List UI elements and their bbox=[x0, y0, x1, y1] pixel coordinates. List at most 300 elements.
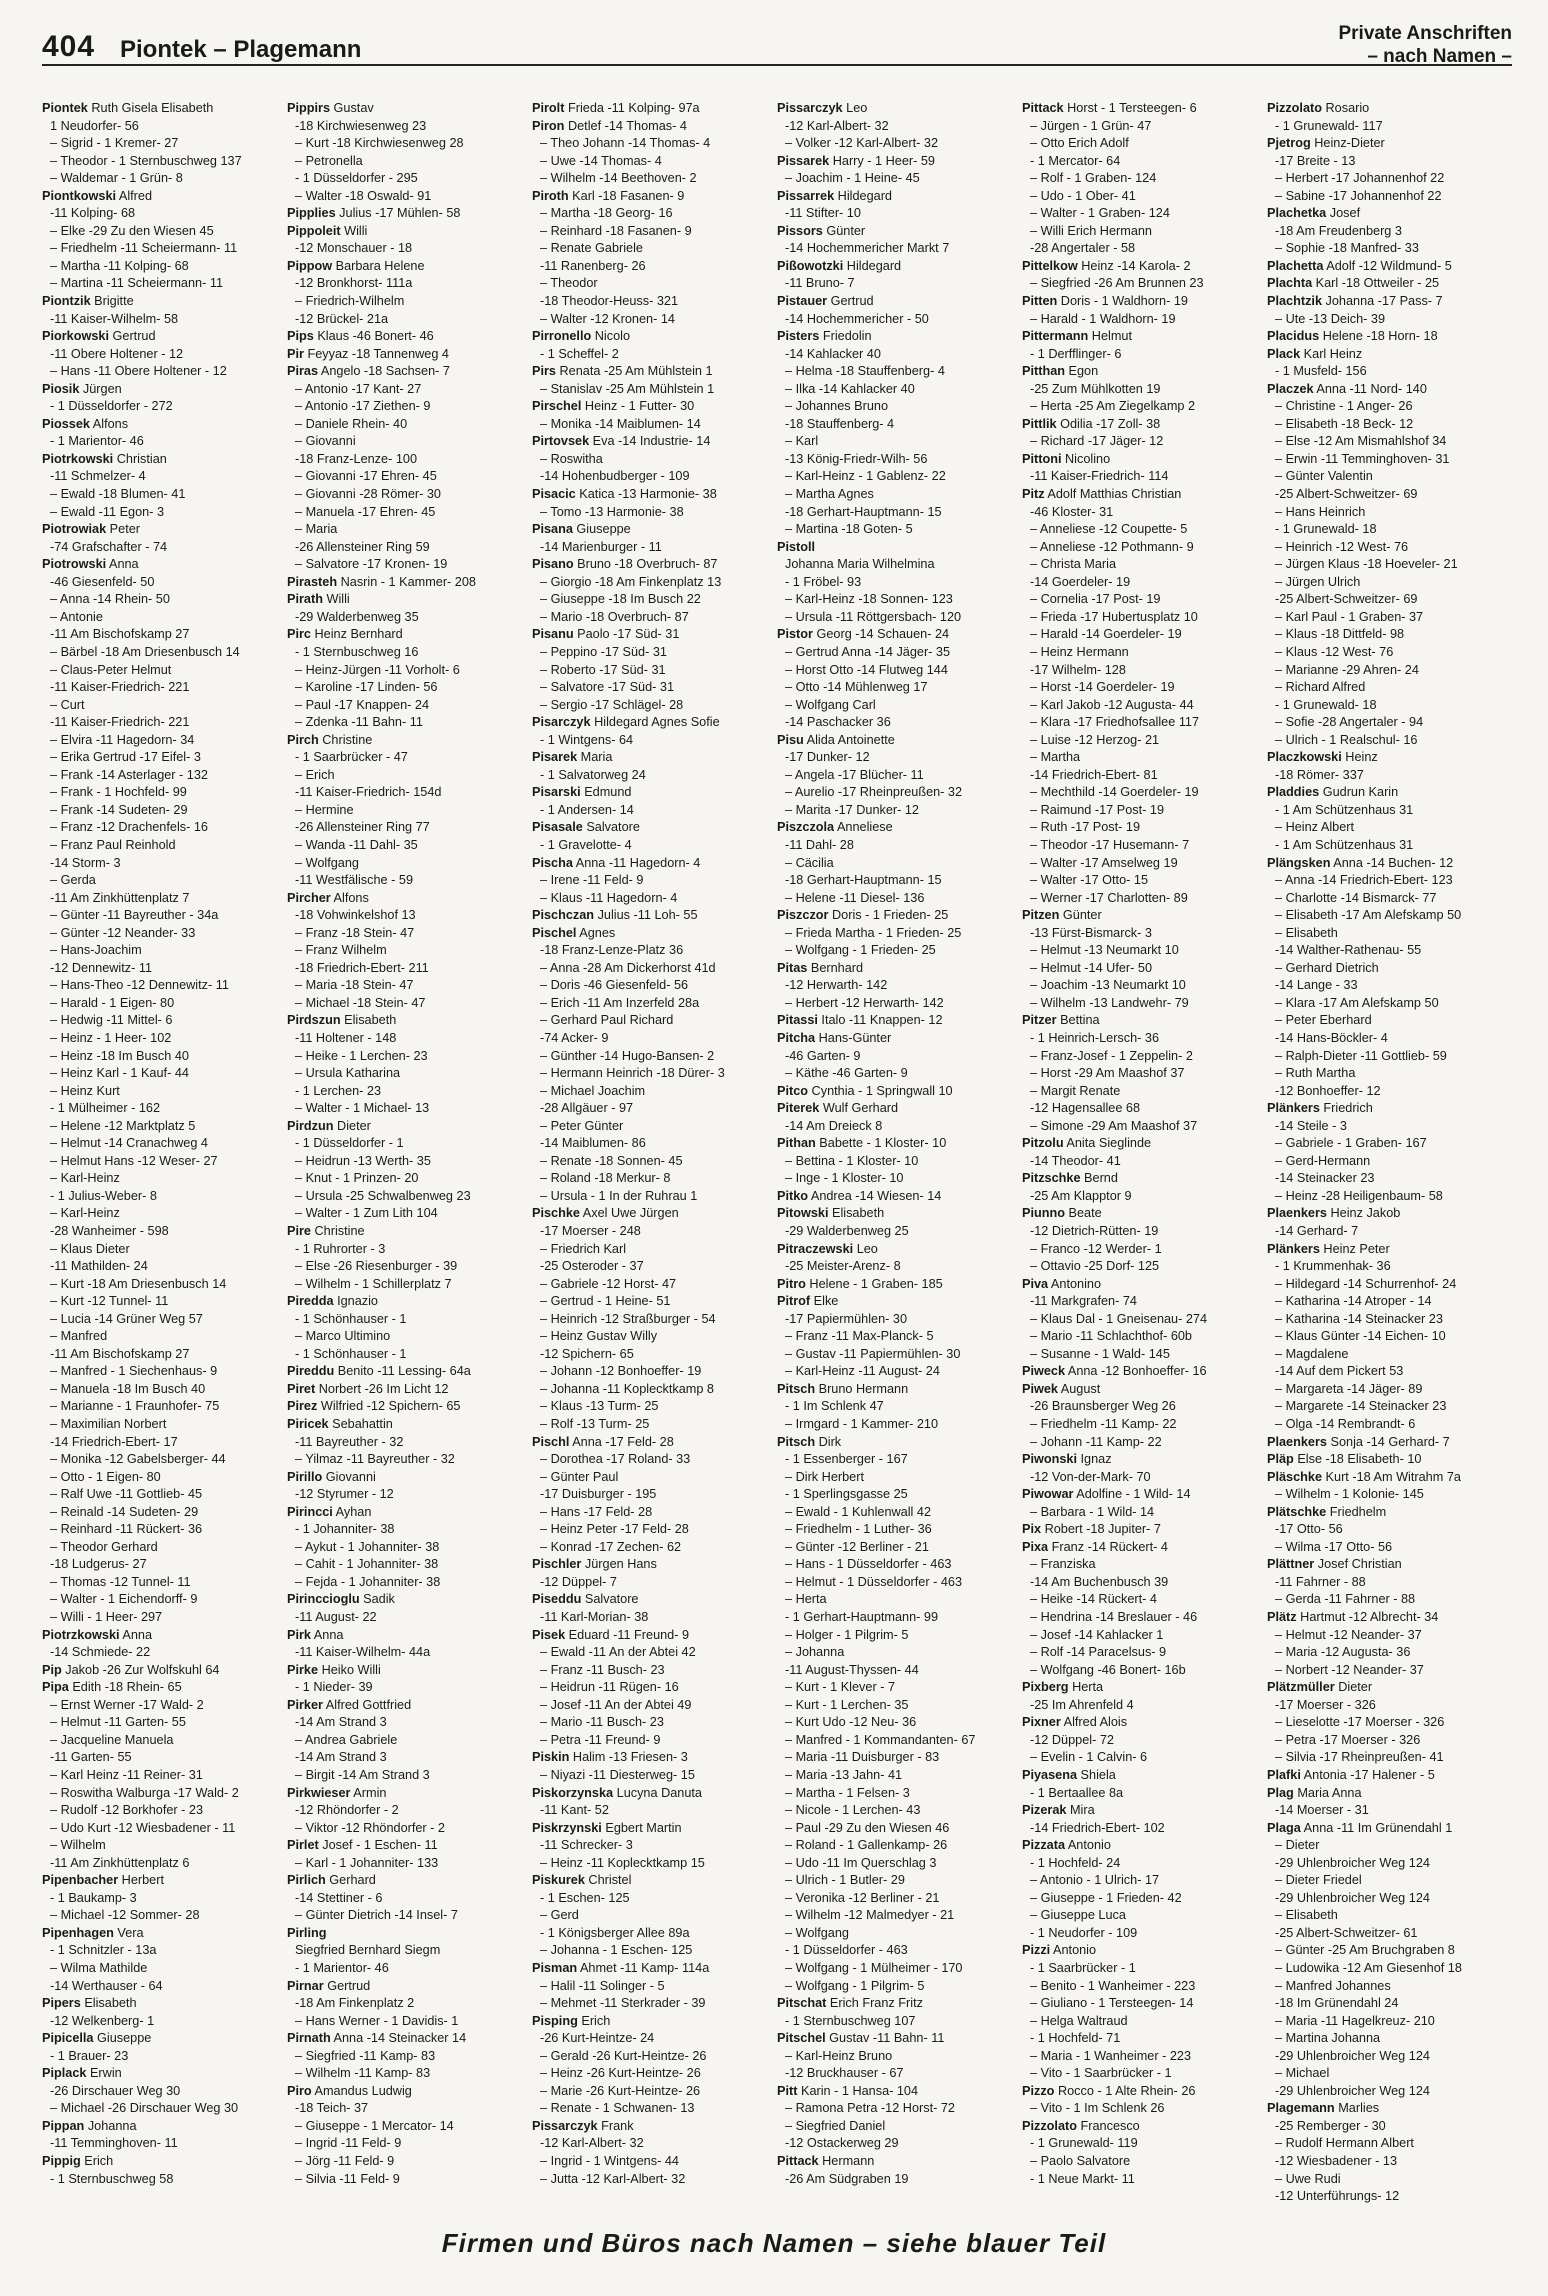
surname: Pirs bbox=[532, 364, 556, 379]
sub-entry: – Manuela -18 Im Busch 40 bbox=[42, 1381, 279, 1399]
sub-entry: – Margareta -14 Jäger- 89 bbox=[1267, 1381, 1504, 1399]
directory-entry bbox=[777, 539, 1014, 557]
sub-entry: – Siegfried -26 Am Brunnen 23 bbox=[1022, 275, 1259, 293]
surname: Piontkowski bbox=[42, 188, 117, 203]
directory-entry bbox=[1022, 258, 1259, 276]
sub-entry: – Jürgen Klaus -18 Hoeveler- 21 bbox=[1267, 556, 1504, 574]
surname: Pixa bbox=[1022, 1539, 1049, 1554]
sub-entry: – Antonio -17 Ziethen- 9 bbox=[287, 398, 524, 416]
surname: Pirolt bbox=[532, 101, 565, 115]
address-line: 1 Neudorfer- 56 bbox=[50, 118, 139, 133]
entry-detail: Jürgen bbox=[79, 381, 122, 396]
directory-entry bbox=[287, 1416, 524, 1434]
directory-entry bbox=[287, 626, 524, 644]
sub-entry: – Otto - 1 Eigen- 80 bbox=[42, 1469, 279, 1487]
sub-entry: – Willi Erich Hermann bbox=[1022, 223, 1259, 241]
address-line: -14 Steinacker 23 bbox=[1275, 1171, 1375, 1186]
sub-entry: – Heinz Gustav Willy bbox=[532, 1328, 769, 1346]
sub-entry: – Gerhard Dietrich bbox=[1267, 960, 1504, 978]
sub-entry: – Barbara - 1 Wild- 14 bbox=[1022, 1504, 1259, 1522]
entry-detail: Franz -14 Rückert- 4 bbox=[1048, 1539, 1168, 1554]
entry-detail: Halim -13 Friesen- 3 bbox=[569, 1750, 688, 1765]
address-line: - 1 Düsseldorfer - 1 bbox=[295, 1136, 404, 1151]
directory-entry bbox=[42, 2030, 279, 2048]
directory-entry bbox=[532, 1960, 769, 1978]
surname: Pisana bbox=[532, 522, 573, 537]
entry-detail: Leo bbox=[842, 101, 868, 115]
sub-entry: – Helmut -13 Neumarkt 10 bbox=[1022, 942, 1259, 960]
directory-entry bbox=[1267, 1820, 1504, 1838]
address-line: - 1 Düsseldorfer - 295 bbox=[295, 171, 418, 186]
entry-detail: Karl -18 Ottweiler - 25 bbox=[1312, 276, 1440, 291]
surname: Piras bbox=[287, 364, 319, 379]
surname: Pizzo bbox=[1022, 2083, 1055, 2098]
sub-entry: – Walter - 1 Graben- 124 bbox=[1022, 205, 1259, 223]
sub-entry: – Mehmet -11 Sterkrader - 39 bbox=[532, 1995, 769, 2013]
entry-detail: Bernd bbox=[1080, 1171, 1118, 1186]
address-line: -14 Walther-Rathenau- 55 bbox=[1275, 943, 1422, 958]
entry-detail: Agnes bbox=[576, 925, 616, 940]
directory-column bbox=[532, 100, 777, 2215]
surname: Piredda bbox=[287, 1294, 334, 1309]
directory-entry bbox=[287, 890, 524, 908]
address-line: -14 Auf dem Pickert 53 bbox=[1275, 1364, 1404, 1379]
sub-entry: – Otto -14 Mühlenweg 17 bbox=[777, 679, 1014, 697]
directory-entry bbox=[42, 328, 279, 346]
address-line: - 1 Bertaallee 8a bbox=[1030, 1785, 1124, 1800]
entry-detail: Egon bbox=[1065, 364, 1099, 379]
address-line: - 1 Neue Markt- 11 bbox=[1030, 2171, 1135, 2186]
section-title-line1: Private Anschriften bbox=[1338, 23, 1512, 44]
entry-detail: Wulf Gerhard bbox=[819, 1101, 899, 1116]
sub-entry: – Helmut -14 Ufer- 50 bbox=[1022, 960, 1259, 978]
address-line: -18 Stauffenberg- 4 bbox=[785, 416, 895, 431]
sub-entry: – Martha -18 Georg- 16 bbox=[532, 205, 769, 223]
sub-entry: – Giuseppe -18 Im Busch 22 bbox=[532, 591, 769, 609]
sub-entry: – Wilma -17 Otto- 56 bbox=[1267, 1539, 1504, 1557]
directory-entry bbox=[777, 1241, 1014, 1259]
surname: Pißowotzki bbox=[777, 258, 844, 273]
directory-entry bbox=[532, 363, 769, 381]
directory-entry bbox=[1267, 749, 1504, 767]
sub-entry: – Johann -11 Kamp- 22 bbox=[1022, 1434, 1259, 1452]
directory-entry bbox=[532, 1627, 769, 1645]
sub-entry: – Walter -17 Otto- 15 bbox=[1022, 872, 1259, 890]
sub-entry: – Klaus -13 Turm- 25 bbox=[532, 1398, 769, 1416]
sub-entry: – Maria -18 Stein- 47 bbox=[287, 977, 524, 995]
entry-detail: Giovanni bbox=[322, 1469, 376, 1484]
sub-entry: – Gerd bbox=[532, 1907, 769, 1925]
address-line: -74 Acker- 9 bbox=[540, 1030, 609, 1045]
address-line: - 1 Grunewald- 18 bbox=[1275, 522, 1377, 537]
sub-entry: – Theodor Gerhard bbox=[42, 1539, 279, 1557]
sub-entry: – Cornelia -17 Post- 19 bbox=[1022, 591, 1259, 609]
sub-entry: – Ursula -11 Röttgersbach- 120 bbox=[777, 609, 1014, 627]
entry-detail: Helmut bbox=[1088, 329, 1132, 344]
directory-entry bbox=[42, 1627, 279, 1645]
directory-entry bbox=[777, 188, 1014, 206]
address-line: -28 Wanheimer - 598 bbox=[50, 1224, 169, 1238]
surname: Pischczan bbox=[532, 908, 595, 923]
address-line: -12 Brückel- 21a bbox=[295, 311, 389, 326]
directory-entry bbox=[532, 100, 769, 118]
sub-entry: – Birgit -14 Am Strand 3 bbox=[287, 1767, 524, 1785]
address-line: -11 Schmelzer- 4 bbox=[50, 469, 146, 484]
surname: Pire bbox=[287, 1224, 311, 1238]
directory-entry bbox=[287, 223, 524, 241]
surname: Pitschel bbox=[777, 2031, 826, 2046]
entry-detail: Adolf Matthias Christian bbox=[1044, 487, 1182, 502]
address-line: -18 Teich- 37 bbox=[295, 2101, 369, 2116]
sub-entry: – Maria -11 Hagelkreuz- 210 bbox=[1267, 2013, 1504, 2031]
entry-detail: Cynthia - 1 Springwall 10 bbox=[808, 1083, 953, 1098]
entry-detail: Alfred Gottfried bbox=[322, 1697, 412, 1712]
directory-entry bbox=[287, 1118, 524, 1136]
directory-entry bbox=[1022, 1363, 1259, 1381]
address-line: - 1 Sternbuschweg 58 bbox=[50, 2171, 174, 2186]
directory-entry bbox=[1267, 328, 1504, 346]
directory-entry bbox=[532, 486, 769, 504]
surname: Pips bbox=[287, 329, 314, 344]
directory-entry bbox=[42, 1995, 279, 2013]
entry-detail: Anita Sieglinde bbox=[1063, 1136, 1152, 1151]
surname: Pip bbox=[42, 1662, 62, 1677]
surname: Pirling bbox=[287, 1925, 327, 1940]
sub-entry: – Sergio -17 Schlägel- 28 bbox=[532, 697, 769, 715]
directory-entry bbox=[287, 1398, 524, 1416]
address-line: -18 Kirchwiesenweg 23 bbox=[295, 118, 427, 133]
surname: Pirez bbox=[287, 1399, 318, 1414]
sub-entry: – Maria -12 Augusta- 36 bbox=[1267, 1644, 1504, 1662]
directory-entry bbox=[287, 1012, 524, 1030]
surname: Pitsch bbox=[777, 1381, 816, 1396]
sub-entry: – Roberto -17 Süd- 31 bbox=[532, 662, 769, 680]
entry-detail: Frieda -11 Kolping- 97a bbox=[564, 101, 700, 115]
entry-detail: Odilia -17 Zoll- 38 bbox=[1056, 416, 1161, 431]
entry-detail: Hildegard Agnes Sofie bbox=[590, 715, 720, 730]
sub-entry: – Walter - 1 Eichendorff- 9 bbox=[42, 1591, 279, 1609]
address-line: -11 Kaiser-Wilhelm- 58 bbox=[50, 311, 179, 326]
sub-entry: – Salvatore -17 Kronen- 19 bbox=[287, 556, 524, 574]
sub-entry: – Manuela -17 Ehren- 45 bbox=[287, 504, 524, 522]
surname: Pirschel bbox=[532, 399, 582, 414]
sub-entry: – Peter Eberhard bbox=[1267, 1012, 1504, 1030]
sub-entry: – Else -26 Riesenburger - 39 bbox=[287, 1258, 524, 1276]
surname: Plaga bbox=[1267, 1820, 1301, 1835]
address-line: -14 Am Dreieck 8 bbox=[785, 1118, 883, 1133]
entry-detail: Egbert Martin bbox=[601, 1820, 682, 1835]
surname: Pjetrog bbox=[1267, 136, 1311, 151]
surname: Pirkwieser bbox=[287, 1785, 351, 1800]
entry-detail: Kurt -18 Am Witrahm 7a bbox=[1322, 1469, 1461, 1484]
directory-entry bbox=[1022, 1135, 1259, 1153]
address-line: - 1 Sternbuschweg 16 bbox=[295, 644, 419, 659]
address-line: -25 Im Ahrenfeld 4 bbox=[1030, 1697, 1134, 1712]
sub-entry: – Paolo Salvatore bbox=[1022, 2153, 1259, 2171]
entry-detail: Norbert -26 Im Licht 12 bbox=[315, 1381, 449, 1396]
address-line: -18 Franz-Lenze- 100 bbox=[295, 451, 418, 466]
sub-entry: – Claus-Peter Helmut bbox=[42, 662, 279, 680]
address-line: -13 König-Friedr-Wilh- 56 bbox=[785, 451, 928, 466]
directory-entry bbox=[532, 433, 769, 451]
directory-entry bbox=[1267, 1679, 1504, 1697]
sub-entry: – Marita -17 Dunker- 12 bbox=[777, 802, 1014, 820]
sub-entry: – Wilhelm -13 Landwehr- 79 bbox=[1022, 995, 1259, 1013]
sub-entry: – Herta bbox=[777, 1591, 1014, 1609]
sub-entry: – Kurt -12 Tunnel- 11 bbox=[42, 1293, 279, 1311]
surname: Piszczola bbox=[777, 820, 835, 835]
surname: Plack bbox=[1267, 346, 1301, 361]
surname: Pitas bbox=[777, 960, 808, 975]
sub-entry: – Heinz-Jürgen -11 Vorholt- 6 bbox=[287, 662, 524, 680]
surname: Placidus bbox=[1267, 329, 1320, 344]
sub-entry: – Martina -11 Scheiermann- 11 bbox=[42, 275, 279, 293]
directory-entry bbox=[287, 1785, 524, 1803]
address-line: -12 Rhöndorfer - 2 bbox=[295, 1803, 399, 1818]
address-line: -14 Gerhard- 7 bbox=[1275, 1224, 1359, 1238]
sub-entry: – Martha Agnes bbox=[777, 486, 1014, 504]
address-line: - 1 Musfeld- 156 bbox=[1275, 364, 1367, 379]
sub-entry: – Manfred Johannes bbox=[1267, 1978, 1504, 1996]
address-line: -18 Ludgerus- 27 bbox=[50, 1557, 147, 1572]
sub-entry: – Vito - 1 Im Schlenk 26 bbox=[1022, 2100, 1259, 2118]
address-line: -11 Kaiser-Wilhelm- 44a bbox=[295, 1645, 431, 1660]
surname: Piskorzynska bbox=[532, 1785, 614, 1800]
surname: Pissarczyk bbox=[532, 2118, 598, 2133]
sub-entry: – Katharina -14 Steinacker 23 bbox=[1267, 1311, 1504, 1329]
sub-entry: – Joachim - 1 Heine- 45 bbox=[777, 170, 1014, 188]
sub-entry: – Norbert -12 Neander- 37 bbox=[1267, 1662, 1504, 1680]
entry-detail: Günter bbox=[822, 223, 866, 238]
surname: Pladdies bbox=[1267, 785, 1320, 800]
surname: Pitassi bbox=[777, 1013, 818, 1028]
address-line: -11 Kaiser-Friedrich- 221 bbox=[50, 680, 190, 695]
entry-detail: Alfred Alois bbox=[1060, 1715, 1128, 1730]
surname: Pitcha bbox=[777, 1030, 816, 1045]
entry-detail: Klaus -46 Bonert- 46 bbox=[313, 329, 434, 344]
sub-entry: – Mechthild -14 Goerdeler- 19 bbox=[1022, 784, 1259, 802]
surname: Pittlik bbox=[1022, 416, 1057, 431]
directory-entry bbox=[1022, 2083, 1259, 2101]
address-line: -11 Bruno- 7 bbox=[785, 276, 855, 291]
address-line: -14 Am Buchenbusch 39 bbox=[1030, 1574, 1169, 1589]
sub-entry: – Wolfgang - 1 Frieden- 25 bbox=[777, 942, 1014, 960]
directory-entry bbox=[532, 855, 769, 873]
entry-detail: Bernhard bbox=[807, 960, 864, 975]
entry-detail: Lucyna Danuta bbox=[613, 1785, 702, 1800]
directory-entry bbox=[777, 1030, 1014, 1048]
surname: Pirnath bbox=[287, 2031, 331, 2046]
sub-entry: – Heike - 1 Lerchen- 23 bbox=[287, 1048, 524, 1066]
sub-entry: – Ernst Werner -17 Wald- 2 bbox=[42, 1697, 279, 1715]
entry-detail: Jakob -26 Zur Wolfskuhl 64 bbox=[61, 1662, 220, 1677]
page-number: 404 bbox=[42, 30, 96, 63]
surname: Pitsch bbox=[777, 1434, 816, 1449]
surname: Pitzen bbox=[1022, 908, 1060, 923]
sub-entry: – Ottavio -25 Dorf- 125 bbox=[1022, 1258, 1259, 1276]
entry-detail: Paolo -17 Süd- 31 bbox=[573, 627, 680, 642]
entry-detail: Rocco - 1 Alte Rhein- 26 bbox=[1054, 2083, 1196, 2098]
directory-entry bbox=[1022, 1802, 1259, 1820]
sub-entry: – Wanda -11 Dahl- 35 bbox=[287, 837, 524, 855]
sub-entry: – Horst Otto -14 Flutweg 144 bbox=[777, 662, 1014, 680]
sub-entry: – Karl-Heinz bbox=[42, 1205, 279, 1223]
sub-entry: – Yilmaz -11 Bayreuther - 32 bbox=[287, 1451, 524, 1469]
sub-entry: – Hans -11 Obere Holtener - 12 bbox=[42, 363, 279, 381]
sub-entry: – Harald - 1 Waldhorn- 19 bbox=[1022, 311, 1259, 329]
sub-entry: – Charlotte -14 Bismarck- 77 bbox=[1267, 890, 1504, 908]
entry-detail: Gertrud bbox=[323, 1978, 371, 1993]
entry-detail: Wilfried -12 Spichern- 65 bbox=[317, 1399, 461, 1414]
surname: Piontek bbox=[42, 101, 88, 115]
directory-entry bbox=[532, 556, 769, 574]
sub-entry: – Hans Heinrich bbox=[1267, 504, 1504, 522]
directory-entry bbox=[777, 732, 1014, 750]
sub-entry: – Klaus Dieter bbox=[42, 1241, 279, 1259]
address-line: -11 Dahl- 28 bbox=[785, 837, 854, 852]
surname: Pittelkow bbox=[1022, 258, 1078, 273]
sub-entry: – Petronella bbox=[287, 153, 524, 171]
sub-entry: – Ewald -18 Blumen- 41 bbox=[42, 486, 279, 504]
address-line: - 1 Marientor- 46 bbox=[295, 1960, 389, 1975]
entry-detail: Nicolino bbox=[1061, 451, 1111, 466]
entry-detail: Gertrud bbox=[109, 329, 156, 344]
sub-entry: – Ewald -11 An der Abtei 42 bbox=[532, 1644, 769, 1662]
sub-entry: – Herbert -17 Johannenhof 22 bbox=[1267, 170, 1504, 188]
entry-detail: Elke bbox=[810, 1294, 839, 1309]
sub-entry: – Giovanni -28 Römer- 30 bbox=[287, 486, 524, 504]
sub-entry: – Helga Waltraud bbox=[1022, 2013, 1259, 2031]
surname: Pitraczewski bbox=[777, 1241, 854, 1256]
sub-entry: – Giovanni bbox=[287, 433, 524, 451]
directory-entry bbox=[287, 328, 524, 346]
sub-entry: – Johanna -11 Koplecktkamp 8 bbox=[532, 1381, 769, 1399]
address-line: -14 Hochemmericher - 50 bbox=[785, 311, 929, 326]
address-line: - 1 Eschen- 125 bbox=[540, 1890, 630, 1905]
surname: Pisu bbox=[777, 732, 804, 747]
surname: Pirlich bbox=[287, 1873, 326, 1888]
directory-entry bbox=[42, 2065, 279, 2083]
address-line: -12 Monschauer - 18 bbox=[295, 241, 413, 256]
directory-entry bbox=[287, 1872, 524, 1890]
address-line: -14 Goerdeler- 19 bbox=[1030, 574, 1131, 589]
address-line: -14 Steile - 3 bbox=[1275, 1118, 1347, 1133]
entry-detail: Anna -14 Steinacker 14 bbox=[330, 2031, 467, 2046]
address-line: -29 Walderbenweg 35 bbox=[295, 609, 419, 624]
sub-entry: – Karl - 1 Johanniter- 133 bbox=[287, 1855, 524, 1873]
address-line: - 1 Andersen- 14 bbox=[540, 802, 634, 817]
sub-entry: – Maria -11 Duisburger - 83 bbox=[777, 1749, 1014, 1767]
entry-detail: Harry - 1 Heer- 59 bbox=[829, 153, 935, 168]
address-line: -11 Kaiser-Friedrich- 114 bbox=[1030, 469, 1169, 484]
sub-entry: – Klaus Günter -14 Eichen- 10 bbox=[1267, 1328, 1504, 1346]
entry-detail: Anna -11 Hagedorn- 4 bbox=[572, 855, 701, 870]
entry-detail: Helene -18 Horn- 18 bbox=[1319, 329, 1438, 344]
surname: Pitthan bbox=[1022, 364, 1065, 379]
directory-entry bbox=[42, 1872, 279, 1890]
surname: Pitz bbox=[1022, 487, 1045, 502]
directory-entry bbox=[42, 521, 279, 539]
sub-entry: – Elisabeth bbox=[1267, 1907, 1504, 1925]
surname: Pirath bbox=[287, 592, 323, 607]
entry-detail: Babette - 1 Kloster- 10 bbox=[815, 1136, 947, 1151]
directory-entry bbox=[1267, 1100, 1504, 1118]
address-line: -14 Friedrich-Ebert- 17 bbox=[50, 1434, 178, 1449]
address-line: - 1 Düsseldorfer - 272 bbox=[50, 399, 173, 414]
address-line: -12 Von-der-Mark- 70 bbox=[1030, 1469, 1151, 1484]
directory-entry bbox=[532, 819, 769, 837]
entry-detail: Heinz -14 Karola- 2 bbox=[1077, 258, 1191, 273]
sub-entry: – Anneliese -12 Pothmann- 9 bbox=[1022, 539, 1259, 557]
address-line: -14 Theodor- 41 bbox=[1030, 1153, 1121, 1168]
address-line: -11 Obere Holtener - 12 bbox=[50, 346, 184, 361]
sub-entry: – Horst -14 Goerdeler- 19 bbox=[1022, 679, 1259, 697]
directory-entry bbox=[287, 346, 524, 364]
sub-entry: – Günter -25 Am Bruchgraben 8 bbox=[1267, 1942, 1504, 1960]
sub-entry: – Rolf -14 Paracelsus- 9 bbox=[1022, 1644, 1259, 1662]
sub-entry: – Erika Gertrud -17 Eifel- 3 bbox=[42, 749, 279, 767]
sub-entry: – Mario -11 Busch- 23 bbox=[532, 1714, 769, 1732]
directory-entry bbox=[532, 328, 769, 346]
address-line: - 1 Schönhauser - 1 bbox=[295, 1346, 407, 1361]
address-line: - 1 Grunewald- 119 bbox=[1030, 2136, 1138, 2151]
sub-entry: – Franz -18 Stein- 47 bbox=[287, 925, 524, 943]
surname: Pirincci bbox=[287, 1504, 333, 1519]
sub-entry: – Walter -18 Oswald- 91 bbox=[287, 188, 524, 206]
sub-entry: – Friedhelm -11 Scheiermann- 11 bbox=[42, 240, 279, 258]
entry-detail: Salvatore bbox=[581, 1592, 639, 1607]
sub-entry: – Irene -11 Feld- 9 bbox=[532, 872, 769, 890]
address-line: - 1 Scheffel- 2 bbox=[540, 346, 619, 361]
surname: Piskin bbox=[532, 1750, 570, 1765]
sub-entry: – Ralph-Dieter -11 Gottlieb- 59 bbox=[1267, 1048, 1504, 1066]
sub-entry: – Herbert -12 Herwarth- 142 bbox=[777, 995, 1014, 1013]
sub-entry: – Reinald -14 Sudeten- 29 bbox=[42, 1504, 279, 1522]
address-line: -17 Breite - 13 bbox=[1275, 153, 1356, 168]
sub-entry: – Erwin -11 Temminghoven- 31 bbox=[1267, 451, 1504, 469]
directory-entry bbox=[1267, 258, 1504, 276]
surname: Pizerak bbox=[1022, 1803, 1067, 1818]
entry-detail: Karl Heinz bbox=[1300, 346, 1363, 361]
address-line: -18 Vohwinkelshof 13 bbox=[295, 908, 416, 923]
directory-entry bbox=[532, 1434, 769, 1452]
surname: Pizzolato bbox=[1022, 2118, 1077, 2133]
entry-detail: Georg -14 Schauen- 24 bbox=[812, 627, 950, 642]
directory-entry bbox=[287, 1978, 524, 1996]
address-line: - 1 Krummenhak- 36 bbox=[1275, 1259, 1391, 1274]
address-line: -11 Bayreuther - 32 bbox=[295, 1434, 404, 1449]
entry-detail: Anna -12 Bonhoeffer- 16 bbox=[1065, 1364, 1207, 1379]
entry-detail: Ahmet -11 Kamp- 114a bbox=[577, 1960, 710, 1975]
entry-detail: Heiko Willi bbox=[318, 1662, 381, 1677]
sub-entry: – Walter -12 Kronen- 14 bbox=[532, 311, 769, 329]
directory-entry bbox=[1022, 486, 1259, 504]
surname: Piwowar bbox=[1022, 1487, 1074, 1502]
sub-entry: – Helene -11 Diesel- 136 bbox=[777, 890, 1014, 908]
surname: Piontzik bbox=[42, 294, 91, 309]
sub-entry: – Renate -18 Sonnen- 45 bbox=[532, 1153, 769, 1171]
entry-detail: Edith -18 Rhein- 65 bbox=[68, 1680, 182, 1695]
entry-detail: Anna -11 Nord- 140 bbox=[1313, 381, 1427, 396]
surname: Piotrzkowski bbox=[42, 1627, 120, 1642]
sub-entry: – Irmgard - 1 Kammer- 210 bbox=[777, 1416, 1014, 1434]
address-line: - 1 Saarbrücker - 1 bbox=[1030, 1960, 1136, 1975]
sub-entry: – Wilhelm - 1 Kolonie- 145 bbox=[1267, 1486, 1504, 1504]
sub-entry: – Anneliese -12 Coupette- 5 bbox=[1022, 521, 1259, 539]
directory-entry bbox=[287, 1925, 524, 1943]
sub-entry: – Silvia -11 Feld- 9 bbox=[287, 2171, 524, 2189]
sub-entry: – Heinz -11 Koplecktkamp 15 bbox=[532, 1855, 769, 1873]
